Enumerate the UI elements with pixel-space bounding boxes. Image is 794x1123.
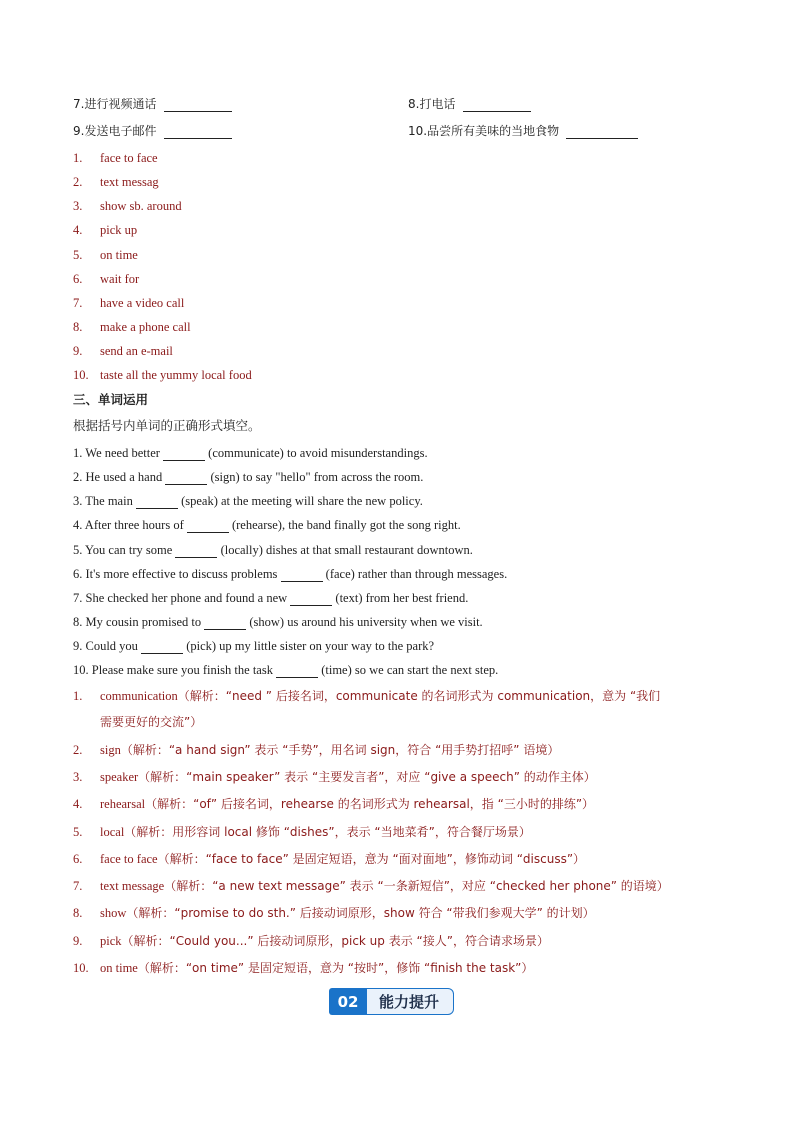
phrase-answer bbox=[73, 198, 182, 214]
phrase-answer bbox=[73, 150, 158, 166]
answer-number: 6. bbox=[73, 272, 83, 286]
answer-word: communication bbox=[100, 689, 178, 703]
question-text: 3. The main bbox=[73, 494, 133, 508]
phrase-answer bbox=[73, 343, 173, 359]
explanation-text: （解析：“of” 后接名词，rehearse 的名词形式为 rehearsal，指 “三小时的排练”） bbox=[145, 797, 595, 811]
answer-number: 9. bbox=[73, 344, 83, 358]
answer-explanation bbox=[73, 769, 733, 785]
answer-blank[interactable] bbox=[141, 653, 183, 654]
phrase-answer bbox=[73, 222, 137, 238]
answer-word: face to face bbox=[100, 852, 158, 866]
question-item bbox=[73, 445, 428, 461]
phrase-label: 10.品尝所有美味的当地食物 bbox=[408, 124, 560, 138]
answer-number: 7. bbox=[73, 296, 83, 310]
explanation-text: （解析：“a hand sign” 表示 “手势”，用名词 sign，符合 “用手势打招呼” 语境） bbox=[120, 743, 560, 757]
explanation-text: （解析：“main speaker” 表示 “主要发言者”，对应 “give a speech” 的动作主体） bbox=[138, 770, 596, 784]
phrase-label: 8.打电话 bbox=[408, 97, 456, 111]
explanation-text: （解析：“on time” 是固定短语，意为 “按时”，修饰 “finish the task”） bbox=[137, 961, 534, 975]
answer-number: 10. bbox=[73, 961, 89, 975]
question-text: 2. He used a hand bbox=[73, 470, 163, 484]
question-item bbox=[73, 662, 498, 678]
question-item bbox=[73, 542, 473, 558]
answer-number: 3. bbox=[73, 199, 83, 213]
answer-text: face to face bbox=[100, 151, 158, 165]
phrase-item-10 bbox=[408, 123, 638, 139]
answer-number: 5. bbox=[73, 825, 83, 839]
answer-explanation bbox=[73, 851, 733, 867]
answer-blank[interactable] bbox=[463, 111, 531, 112]
answer-word: show bbox=[100, 906, 127, 920]
answer-text: pick up bbox=[100, 223, 138, 237]
question-text: 6. It's more effective to discuss problems bbox=[73, 567, 278, 581]
answer-explanation bbox=[73, 688, 733, 730]
explanation-text: （解析：“Could you...” 后接动词原形，pick up 表示 “接人”，符合请求场景） bbox=[121, 934, 549, 948]
answer-explanation bbox=[73, 824, 733, 840]
answer-explanation bbox=[73, 933, 733, 949]
answer-blank[interactable] bbox=[187, 532, 229, 533]
answer-number: 2. bbox=[73, 743, 83, 757]
section-heading: 三、单词运用 bbox=[73, 392, 149, 407]
answer-number: 8. bbox=[73, 320, 83, 334]
explanation-text: （解析：“face to face” 是固定短语，意为 “面对面地”，修饰动词 “discuss”） bbox=[157, 852, 586, 866]
question-text: (time) so we can start the next step. bbox=[321, 663, 499, 677]
answer-number: 1. bbox=[73, 151, 83, 165]
question-item bbox=[73, 638, 434, 654]
answer-number: 8. bbox=[73, 906, 83, 920]
question-item bbox=[73, 590, 468, 606]
answer-number: 5. bbox=[73, 248, 83, 262]
answer-number: 4. bbox=[73, 223, 83, 237]
answer-explanation bbox=[73, 742, 733, 758]
section-banner-title: 能力提升 bbox=[367, 988, 454, 1015]
explanation-text-cont: 需要更好的交流”） bbox=[100, 715, 203, 729]
answer-text: make a phone call bbox=[100, 320, 191, 334]
answer-number: 9. bbox=[73, 934, 83, 948]
question-text: (pick) up my little sister on your way to the park? bbox=[186, 639, 435, 653]
answer-explanation bbox=[73, 905, 733, 921]
question-text: 8. My cousin promised to bbox=[73, 615, 202, 629]
question-text: (rehearse), the band finally got the song right. bbox=[231, 518, 461, 532]
answer-word: rehearsal bbox=[100, 797, 146, 811]
answer-text: wait for bbox=[100, 272, 140, 286]
explanation-text: （解析：“a new text message” 表示 “一条新短信”，对应 “checked her phone” 的语境） bbox=[164, 879, 669, 893]
answer-blank[interactable] bbox=[165, 484, 207, 485]
question-text: 5. You can try some bbox=[73, 543, 173, 557]
answer-blank[interactable] bbox=[566, 138, 638, 139]
phrase-answer bbox=[73, 319, 191, 335]
question-item bbox=[73, 614, 483, 630]
answer-number: 7. bbox=[73, 879, 83, 893]
answer-word: on time bbox=[100, 961, 138, 975]
question-item bbox=[73, 493, 423, 509]
question-text: (face) rather than through messages. bbox=[325, 567, 508, 581]
answer-text: show sb. around bbox=[100, 199, 182, 213]
answer-blank[interactable] bbox=[136, 508, 178, 509]
answer-blank[interactable] bbox=[276, 677, 318, 678]
section-instruction: 根据括号内单词的正确形式填空。 bbox=[73, 418, 261, 433]
answer-blank[interactable] bbox=[204, 629, 246, 630]
answer-text: send an e-mail bbox=[100, 344, 173, 358]
phrase-item-8 bbox=[408, 96, 531, 112]
answer-number: 1. bbox=[73, 689, 83, 703]
question-text: (text) from her best friend. bbox=[335, 591, 469, 605]
explanation-text: （解析：“need ” 后接名词，communicate 的名词形式为 communication，意为 “我们 bbox=[177, 689, 661, 703]
answer-explanation bbox=[73, 878, 733, 894]
answer-text: taste all the yummy local food bbox=[100, 368, 252, 382]
question-item bbox=[73, 469, 423, 485]
answer-blank[interactable] bbox=[175, 557, 217, 558]
question-item bbox=[73, 517, 461, 533]
question-text: (show) us around his university when we visit. bbox=[249, 615, 483, 629]
phrase-answer bbox=[73, 367, 252, 383]
answer-number: 4. bbox=[73, 797, 83, 811]
phrase-label: 7.进行视频通话 bbox=[73, 97, 157, 111]
answer-text: have a video call bbox=[100, 296, 185, 310]
answer-blank[interactable] bbox=[164, 111, 232, 112]
explanation-text: （解析：“promise to do sth.” 后接动词原形，show 符合 “带我们参观大学” 的计划） bbox=[126, 906, 595, 920]
answer-blank[interactable] bbox=[290, 605, 332, 606]
answer-blank[interactable] bbox=[164, 138, 232, 139]
answer-text: text messag bbox=[100, 175, 159, 189]
answer-explanation bbox=[73, 960, 733, 976]
answer-word: sign bbox=[100, 743, 121, 757]
phrase-label: 9.发送电子邮件 bbox=[73, 124, 157, 138]
answer-explanation bbox=[73, 796, 733, 812]
question-text: (locally) dishes at that small restaurant downtown. bbox=[220, 543, 473, 557]
answer-word: text message bbox=[100, 879, 165, 893]
question-item bbox=[73, 566, 507, 582]
section-number-badge: 02 bbox=[329, 988, 367, 1015]
phrase-item-7 bbox=[73, 96, 232, 112]
answer-number: 6. bbox=[73, 852, 83, 866]
answer-text: on time bbox=[100, 248, 138, 262]
question-text: 10. Please make sure you finish the task bbox=[73, 663, 273, 677]
answer-blank[interactable] bbox=[281, 581, 323, 582]
question-text: 4. After three hours of bbox=[73, 518, 184, 532]
answer-blank[interactable] bbox=[163, 460, 205, 461]
phrase-answer bbox=[73, 174, 159, 190]
question-text: 1. We need better bbox=[73, 446, 160, 460]
phrase-answer bbox=[73, 247, 138, 263]
answer-word: pick bbox=[100, 934, 122, 948]
answer-word: local bbox=[100, 825, 125, 839]
phrase-item-9 bbox=[73, 123, 232, 139]
section-banner bbox=[329, 988, 454, 1015]
explanation-text: （解析：用形容词 local 修饰 “dishes”，表示 “当地菜肴”，符合餐厅场景） bbox=[124, 825, 531, 839]
answer-word: speaker bbox=[100, 770, 139, 784]
question-text: (sign) to say "hello" from across the room. bbox=[210, 470, 424, 484]
question-text: 7. She checked her phone and found a new bbox=[73, 591, 288, 605]
phrase-answer bbox=[73, 295, 184, 311]
question-text: (communicate) to avoid misunderstandings. bbox=[208, 446, 428, 460]
answer-number: 2. bbox=[73, 175, 83, 189]
question-text: 9. Could you bbox=[73, 639, 138, 653]
question-text: (speak) at the meeting will share the new policy. bbox=[181, 494, 423, 508]
phrase-answer bbox=[73, 271, 139, 287]
answer-number: 10. bbox=[73, 368, 89, 382]
answer-number: 3. bbox=[73, 770, 83, 784]
